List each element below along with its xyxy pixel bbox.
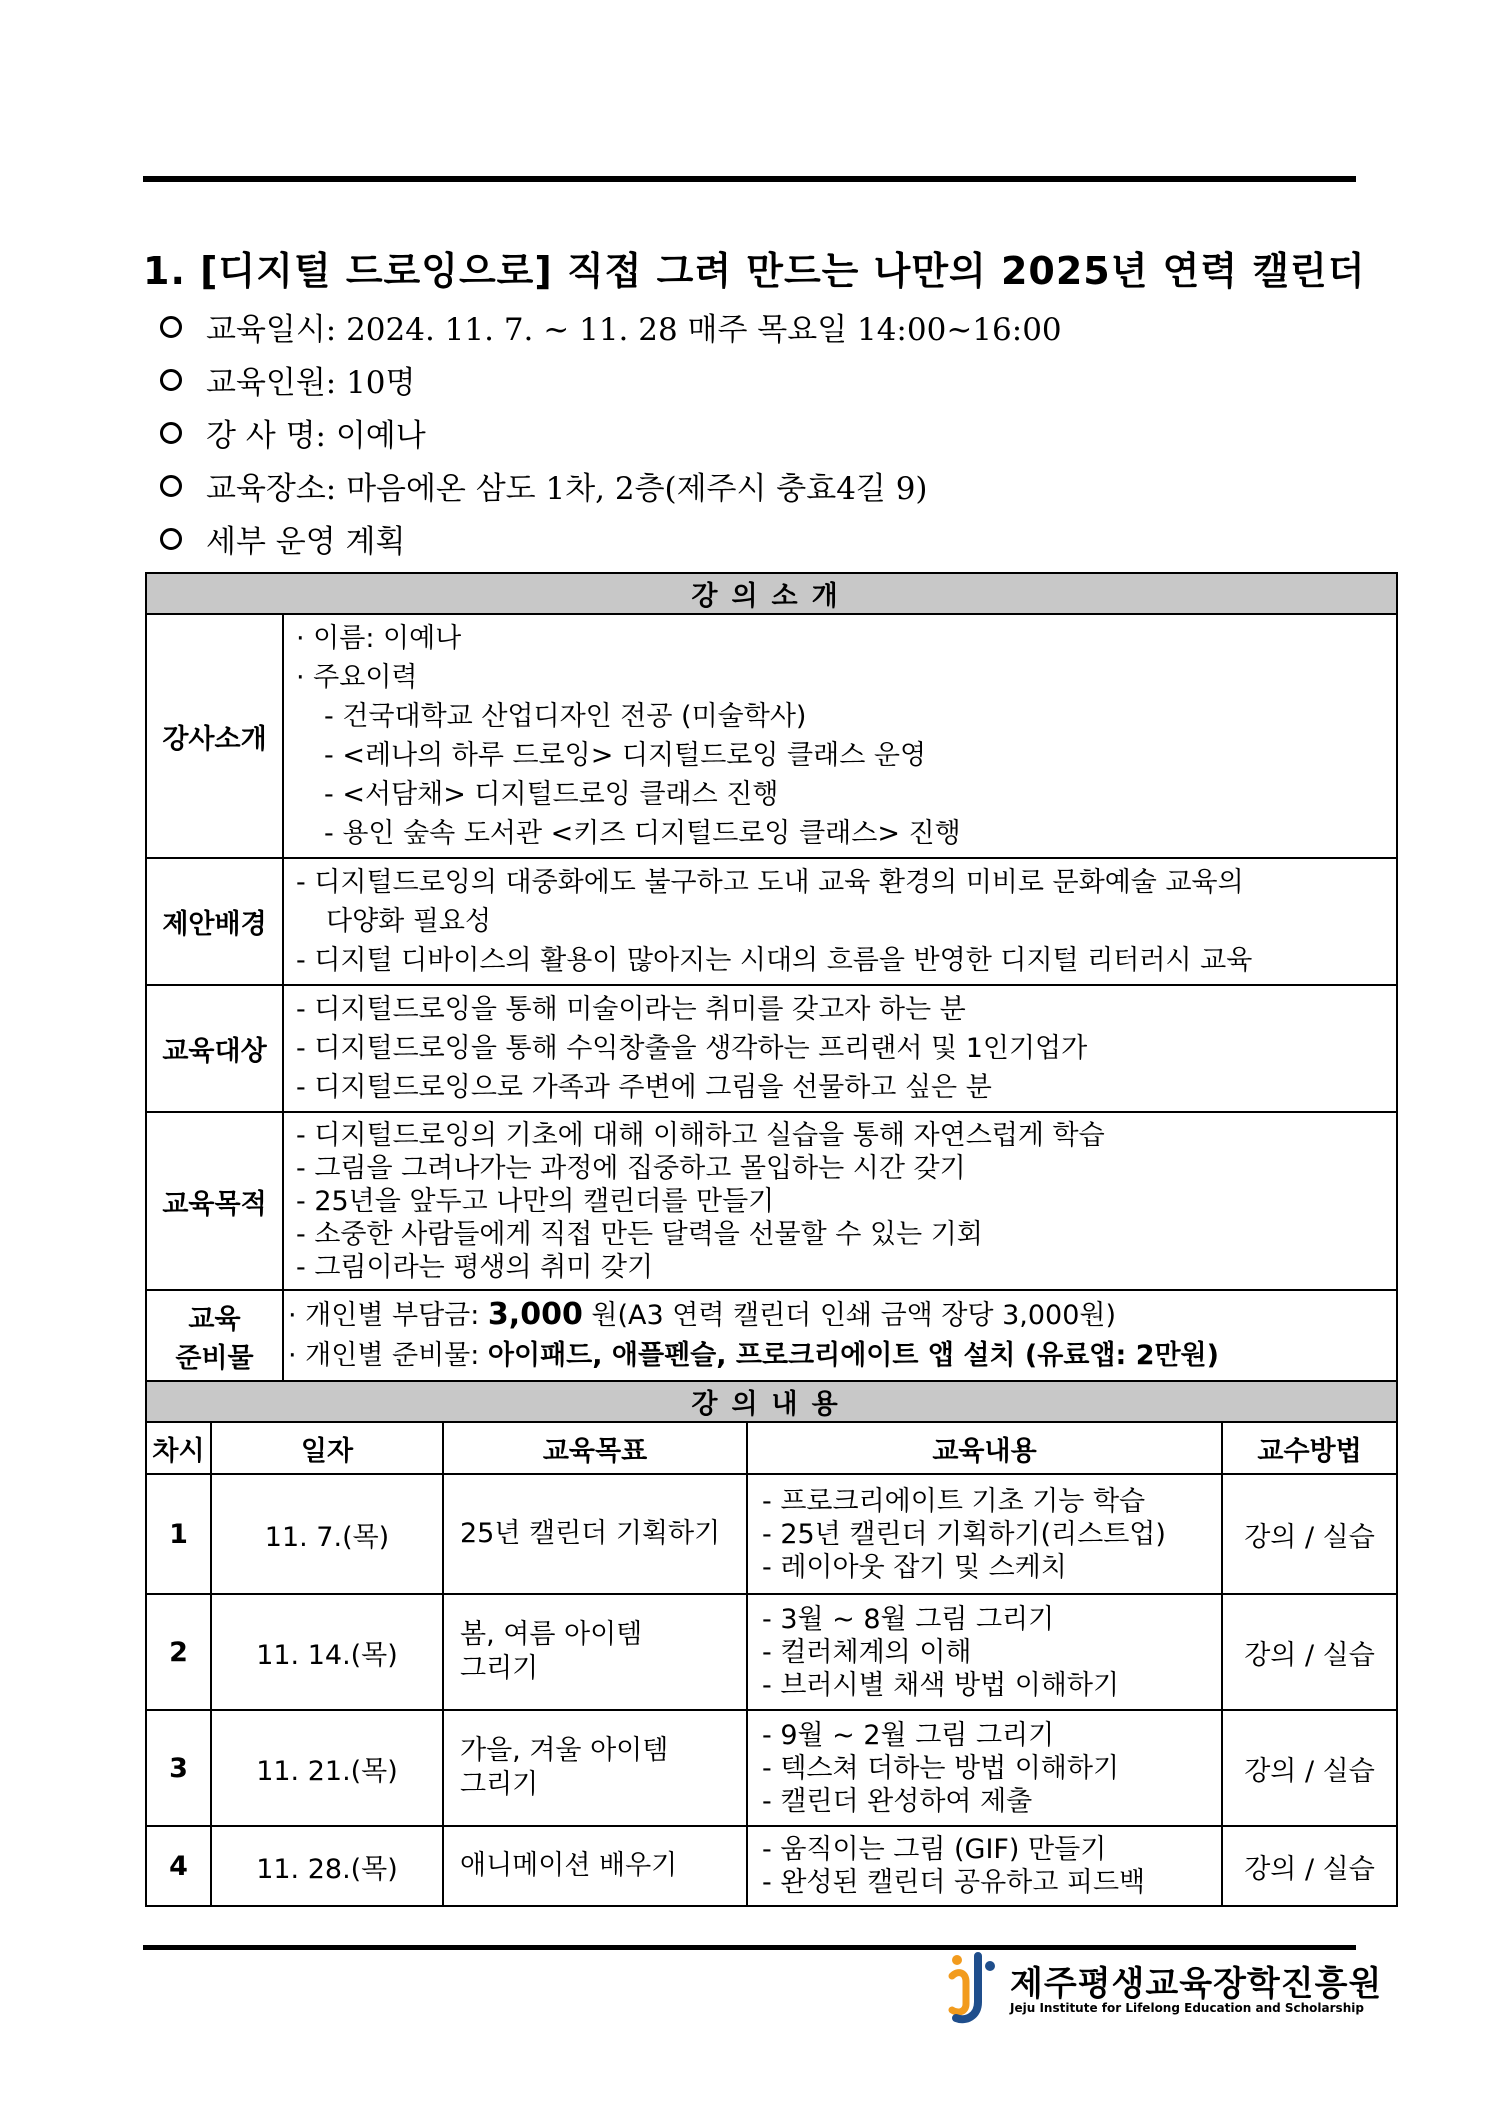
table-row: 1 11. 7.(목) 25년 캘린더 기획하기 - 프로크리에이트 기초 기능 학습 - 25년 캘린더 기획하기(리스트업) - 레이아웃 잡기 및 스케치 강의 / 실습: [146, 1474, 1397, 1594]
page-title: 1. [디지털 드로잉으로] 직접 그려 만드는 나만의 2025년 연력 캘린더: [143, 249, 1366, 293]
overview-item-plan: 세부 운영 계획: [160, 512, 1062, 565]
schedule-header-row: [146, 1422, 1397, 1474]
target-details: - 디지털드로잉을 통해 미술이라는 취미를 갖고자 하는 분 - 디지털드로잉을 통해 수익창출을 생각하는 프리랜서 및 1인기업가 - 디지털드로잉으로 가족과 주변에 그림을 선물하고 싶은 분: [283, 985, 1397, 1112]
table-row: 4 11. 28.(목) 애니메이션 배우기 - 움직이는 그림 (GIF) 만들기 - 완성된 캘린더 공유하고 피드백 강의 / 실습: [146, 1826, 1397, 1906]
cost-line: · 개인별 부담금: 3,000 원(A3 연력 캘린더 인쇄 금액 장당 3,000원): [288, 1297, 1116, 1332]
overview-list: [160, 300, 1062, 565]
col-goal: 교육목표: [443, 1422, 747, 1474]
purpose-label: 교육목적: [146, 1112, 283, 1290]
target-label: 교육대상: [146, 985, 283, 1112]
instructor-details: · 이름: 이예나 · 주요이력 - 건국대학교 산업디자인 전공 (미술학사) - <레나의 하루 드로잉> 디지털드로잉 클래스 운영 - <서담채> 디지털드로잉 클래스 진행 - 용인 숲속 도서관 <키즈 디지털드로잉 클래스> 진행: [283, 614, 1397, 858]
overview-item-capacity: 교육인원: 10명: [160, 353, 1062, 406]
jeju-logo-icon: [948, 1952, 998, 2024]
org-logo: [948, 1952, 1383, 2032]
col-session: 차시: [146, 1422, 211, 1474]
background-label: 제안배경: [146, 858, 283, 985]
instructor-label: 강사소개: [146, 614, 283, 858]
circle-bullet-icon: [160, 528, 182, 550]
circle-bullet-icon: [160, 369, 182, 391]
circle-bullet-icon: [160, 475, 182, 497]
materials-details: [283, 1290, 1397, 1381]
circle-bullet-icon: [160, 316, 182, 338]
materials-label: 교육 준비물: [146, 1290, 283, 1381]
background-details: - 디지털드로잉의 대중화에도 불구하고 도내 교육 환경의 미비로 문화예술 교육의 다양화 필요성 - 디지털 디바이스의 활용이 많아지는 시대의 흐름을 반영한 디지털 리터러시 교육: [283, 858, 1397, 985]
col-date: 일자: [211, 1422, 443, 1474]
top-rule: [143, 176, 1356, 182]
cost-amount: 3,000: [487, 1297, 583, 1332]
org-name: 제주평생교육장학진흥원: [1010, 1964, 1383, 2004]
purpose-details: - 디지털드로잉의 기초에 대해 이해하고 실습을 통해 자연스럽게 학습 - 그림을 그려나가는 과정에 집중하고 몰입하는 시간 갖기 - 25년을 앞두고 나만의 캘린더를 만들기 - 소중한 사람들에게 직접 만든 달력을 선물할 수 있는 기회 - 그림이라는 평생의 취미 갖기: [283, 1112, 1397, 1290]
col-method: 교수방법: [1222, 1422, 1397, 1474]
bottom-rule: [143, 1945, 1356, 1950]
circle-bullet-icon: [160, 422, 182, 444]
table-row: 2 11. 14.(목) 봄, 여름 아이템 그리기 - 3월 ~ 8월 그림 그리기 - 컬러체계의 이해 - 브러시별 채색 방법 이해하기 강의 / 실습: [146, 1594, 1397, 1710]
intro-section-heading: 강의소개: [146, 573, 1397, 614]
overview-item-instructor: 강 사 명: 이예나: [160, 406, 1062, 459]
overview-item-date: 교육일시: 2024. 11. 7. ~ 11. 28 매주 목요일 14:00~16:00: [160, 300, 1062, 353]
table-row: 3 11. 21.(목) 가을, 겨울 아이템 그리기 - 9월 ~ 2월 그림 그리기 - 텍스쳐 더하는 방법 이해하기 - 캘린더 완성하여 제출 강의 / 실습: [146, 1710, 1397, 1826]
schedule-section-heading: 강의내용: [146, 1381, 1397, 1422]
col-contents: 교육내용: [747, 1422, 1222, 1474]
items-line: · 개인별 준비물: 아이패드, 애플펜슬, 프로크리에이트 앱 설치 (유료앱: 2만원): [288, 1340, 1219, 1371]
org-name-english: Jeju Institute for Lifelong Education and Scholarship: [1010, 2001, 1364, 2015]
course-plan-table: [145, 572, 1398, 1907]
overview-item-venue: 교육장소: 마음에온 삼도 1차, 2층(제주시 충효4길 9): [160, 459, 1062, 512]
